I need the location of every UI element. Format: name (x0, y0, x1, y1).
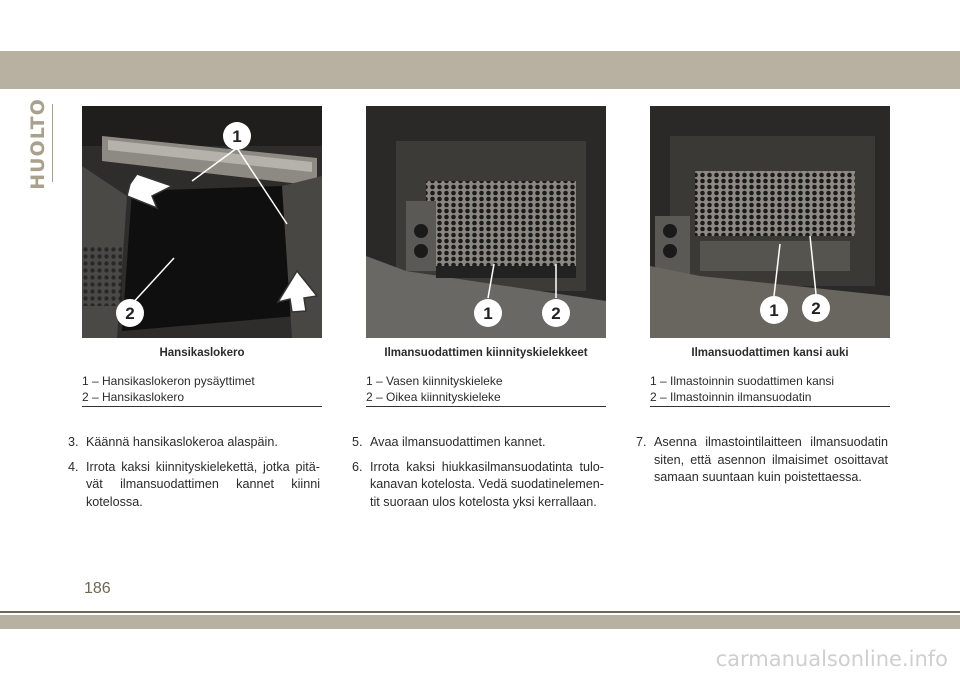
svg-text:1: 1 (483, 304, 493, 323)
footer-band (0, 615, 960, 629)
legend-item: 1 – Vasen kiinnityskieleke (366, 374, 503, 388)
step-item: 3. Käännä hansikaslokeroa alaspäin. (68, 435, 278, 449)
header-band (0, 51, 960, 89)
page-number: 186 (84, 580, 111, 597)
svg-text:2: 2 (811, 299, 821, 318)
svg-text:2: 2 (551, 304, 561, 323)
section-label-rule (52, 104, 53, 182)
section-label: HUOLTO (27, 98, 49, 190)
footer-rule (0, 611, 960, 613)
photo-glovebox (82, 106, 322, 338)
legend-item: 2 – Ilmastoinnin ilmansuodatin (650, 390, 812, 404)
photo-filter-tabs (366, 106, 606, 338)
steps-column-3 (636, 434, 888, 494)
figure-title: Ilmansuodattimen kiinnityskielekkeet (384, 347, 588, 359)
legend-item: 1 – Ilmastoinnin suodattimen kansi (650, 374, 835, 388)
legend-item: 2 – Hansikaslokero (82, 390, 185, 404)
step-item: 4. Irrota kaksi kiinnityskielekettä, jotka pitä- vät ilmansuodattimen kannet kiinni kotelossa. (68, 459, 320, 509)
watermark: carmanualsonline.info (715, 647, 948, 671)
svg-text:1: 1 (769, 301, 779, 320)
figure-legend (366, 373, 606, 407)
svg-text:1: 1 (232, 127, 242, 146)
svg-text:2: 2 (125, 304, 135, 323)
caption-filter-tabs (366, 347, 606, 407)
step-item: 5. Avaa ilmansuodattimen kannet. (352, 435, 546, 449)
legend-item: 2 – Oikea kiinnityskieleke (366, 390, 501, 404)
caption-glovebox (82, 347, 322, 407)
photo-filter-cover-open (650, 106, 890, 338)
step-item: 6. Irrota kaksi hiukkasilmansuodatinta tulo- kanavan kotelosta. Vedä suodatinelemen- tit suoraan ulos kotelosta yksi kerrallaan. (352, 459, 604, 509)
figure-legend (650, 373, 890, 407)
steps-column-1 (68, 434, 320, 518)
caption-filter-cover-open (650, 347, 890, 407)
figure-legend (82, 373, 322, 407)
figure-title: Hansikaslokero (159, 347, 245, 359)
steps-column-2 (352, 434, 604, 518)
legend-item: 1 – Hansikaslokeron pysäyttimet (82, 374, 255, 388)
figure-title: Ilmansuodattimen kansi auki (691, 347, 849, 359)
step-item: 7. Asenna ilmastointilaitteen ilmansuodatin siten, että asennon ilmaisimet osoittavat samaan suuntaan kuin poistettaessa. (636, 435, 888, 484)
